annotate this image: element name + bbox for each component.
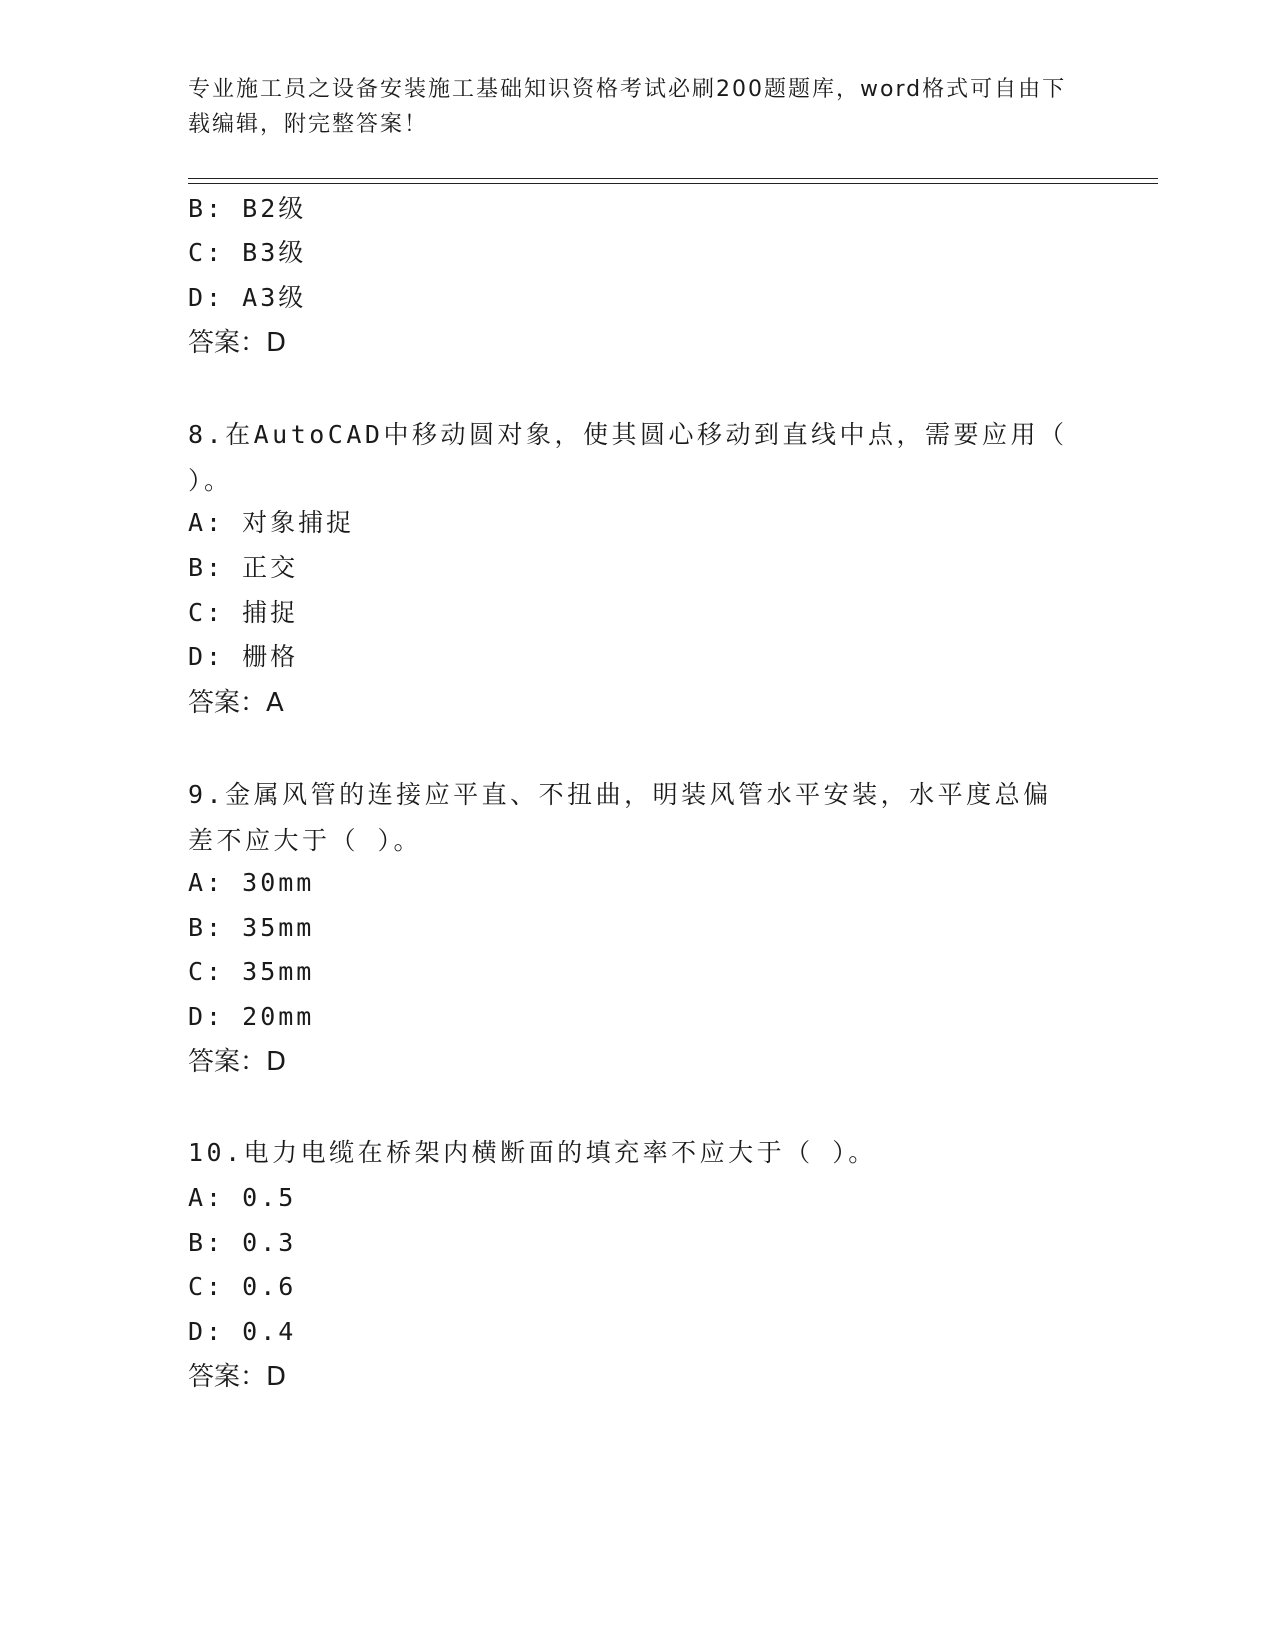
question-8-option-b: B: 正交 bbox=[188, 553, 299, 582]
question-8-answer: 答案：A bbox=[188, 688, 284, 718]
question-10-option-b: B: 0.3 bbox=[188, 1228, 297, 1257]
question-8-option-d: D: 栅格 bbox=[188, 642, 299, 671]
option-c: C: B3级 bbox=[188, 238, 307, 267]
question-8-text: 8.在AutoCAD中移动圆对象，使其圆心移动到直线中点，需要应用（ ）。 bbox=[188, 420, 1068, 495]
header-divider-bottom bbox=[188, 183, 1158, 184]
question-10-option-c: C: 0.6 bbox=[188, 1272, 297, 1301]
header-divider-top bbox=[188, 178, 1158, 179]
question-10-text: 10.电力电缆在桥架内横断面的填充率不应大于（ ）。 bbox=[188, 1138, 877, 1167]
question-10-option-d: D: 0.4 bbox=[188, 1317, 297, 1346]
answer-line: 答案：D bbox=[188, 328, 287, 358]
question-9-option-c: C: 35mm bbox=[188, 957, 315, 986]
question-9-option-d: D: 20mm bbox=[188, 1002, 315, 1031]
question-9-text: 9.金属风管的连接应平直、不扭曲，明装风管水平安装，水平度总偏差不应大于（ ）。 bbox=[188, 780, 1052, 855]
document-header: 专业施工员之设备安装施工基础知识资格考试必刷200题题库，word格式可自由下载编辑，附完整答案！ bbox=[188, 77, 1067, 137]
question-9-option-a: A: 30mm bbox=[188, 868, 315, 897]
question-8-option-a: A: 对象捕捉 bbox=[188, 508, 355, 537]
question-10-answer: 答案：D bbox=[188, 1362, 287, 1392]
option-b: B: B2级 bbox=[188, 194, 307, 223]
question-10-option-a: A: 0.5 bbox=[188, 1183, 297, 1212]
question-8-option-c: C: 捕捉 bbox=[188, 598, 299, 627]
option-d: D: A3级 bbox=[188, 283, 307, 312]
question-9-answer: 答案：D bbox=[188, 1047, 287, 1077]
question-9-option-b: B: 35mm bbox=[188, 913, 315, 942]
